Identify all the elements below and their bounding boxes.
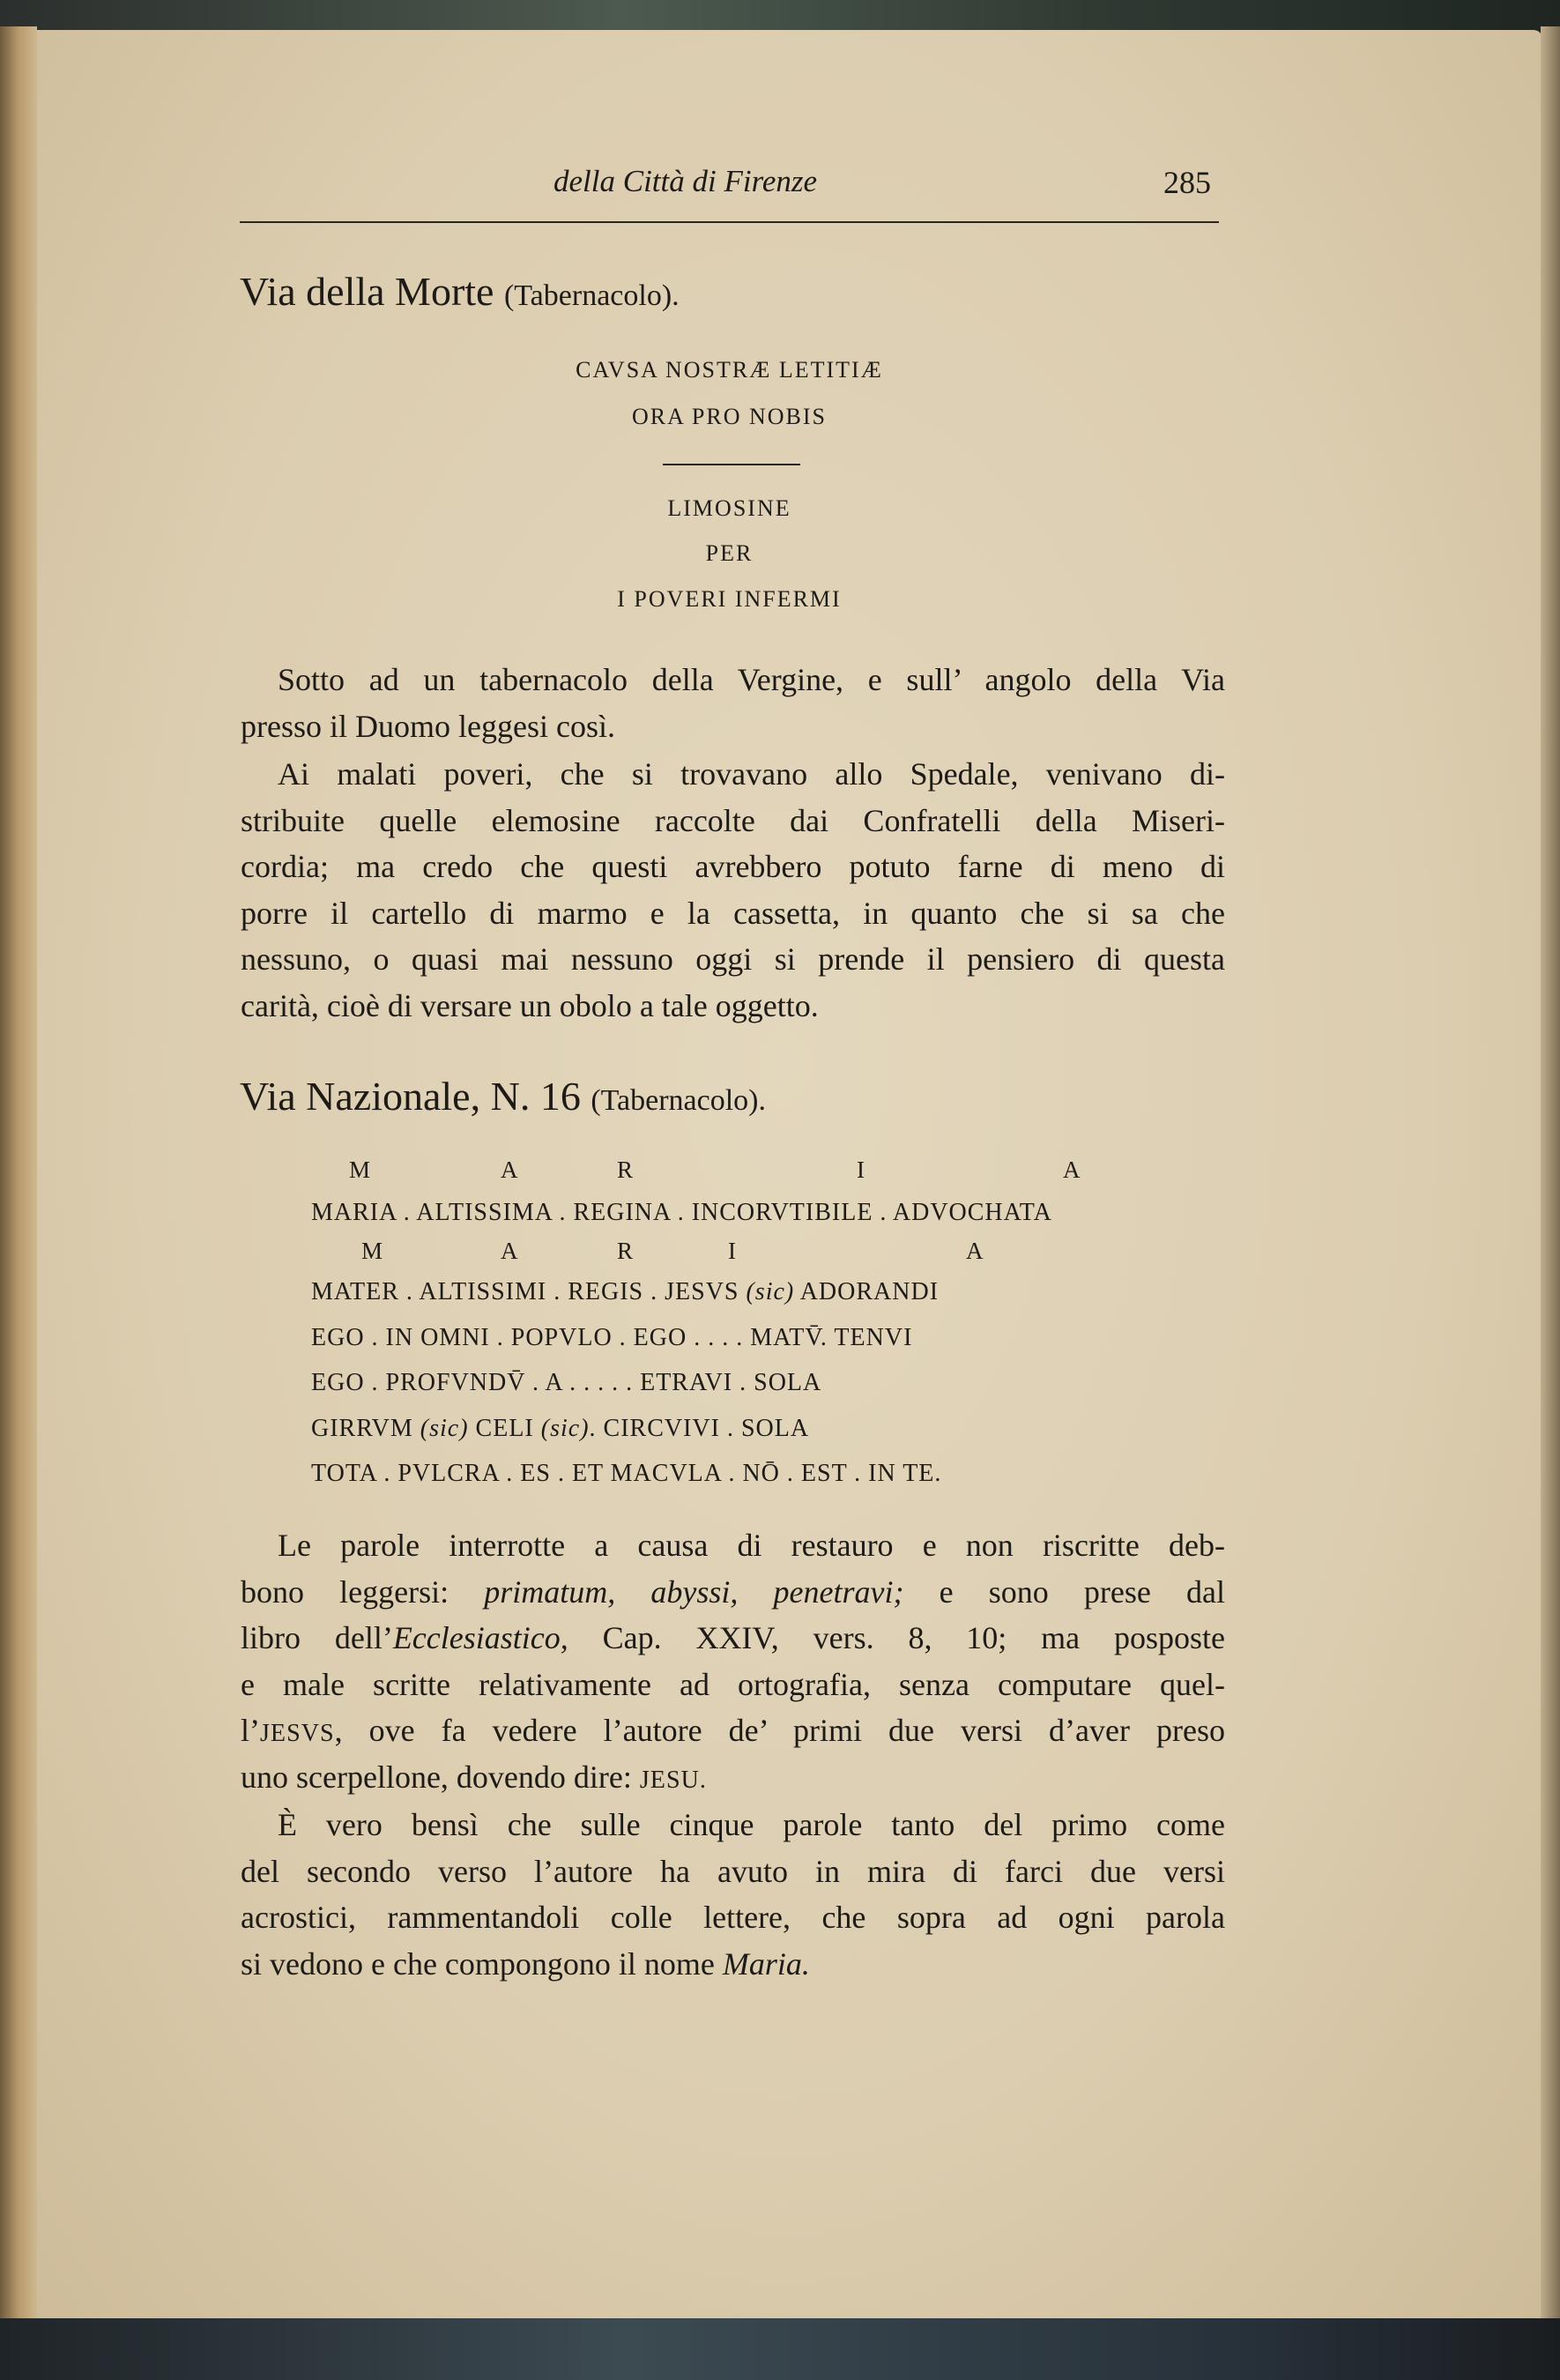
text-run: MATER . ALTISSIMI . REGIS . JESVS (311, 1278, 747, 1305)
header-rule (240, 221, 1219, 223)
acrostic-letter: A (966, 1238, 984, 1264)
section-title: Via della Morte (240, 269, 494, 314)
section-title: Via Nazionale, N. 16 (240, 1074, 581, 1119)
verse-line (311, 1415, 809, 1443)
text-line (241, 1619, 1225, 1656)
page-number: 285 (1163, 165, 1211, 200)
text-run: bono leggersi: (241, 1573, 485, 1610)
text-run: libro dell’ (241, 1620, 393, 1655)
italic-text: Maria. (722, 1945, 810, 1982)
inscription-divider (663, 464, 800, 465)
text-line: nessuno, o quasi mai nessuno oggi si prende il pensiero di questa (241, 941, 1225, 977)
text-run: EGO . PROFVNDV̄ . A . . . . . ETRAVI . SOLA (311, 1369, 822, 1396)
text-run: l’ (241, 1713, 260, 1748)
italic-text: primatum, abyssi, penetravi; (484, 1573, 904, 1610)
acrostic-letter: R (617, 1238, 634, 1264)
section-title-via-nazionale (240, 1073, 766, 1119)
scan-background-bottom (0, 2318, 1560, 2380)
acrostic-letter: I (728, 1238, 736, 1264)
text-line: carità, cioè di versare un obolo a tale oggetto. (241, 987, 819, 1023)
inscription-line: PER (705, 540, 754, 566)
text-run: del secondo verso l’autore ha avuto in mira di farci due versi (241, 1853, 1225, 1889)
text-run: , ove fa vedere l’autore de’ primi due versi d’aver preso (334, 1713, 1225, 1748)
page-right-edge (1541, 26, 1560, 2336)
verse-line (311, 1278, 939, 1306)
acrostic-letter: I (857, 1157, 865, 1183)
text-line (241, 1712, 1225, 1749)
text-line (241, 1945, 1225, 1982)
text-run: e male scritte relativamente ad ortografia, senza computare quel- (241, 1666, 1225, 1702)
running-title: della Città di Firenze (553, 164, 818, 198)
text-line: Ai malati poveri, che si trovavano allo Spedale, venivano di- (278, 756, 1225, 792)
text-run: acrostici, rammentandoli colle lettere, che sopra ad ogni parola (241, 1900, 1225, 1935)
text-run: GIRRVM (311, 1414, 420, 1442)
text-run: TOTA . PVLCRA . ES . ET MACVLA . NŌ . EST . IN TE. (311, 1460, 942, 1487)
text-run: si vedono e che compongono il nome (241, 1945, 723, 1982)
book-spine-edge (0, 26, 37, 2336)
italic-text: (sic) (540, 1414, 590, 1442)
text-run: e sono prese dal (903, 1573, 1225, 1610)
section-title-via-della-morte (240, 268, 680, 315)
inscription-line: I POVERI INFERMI (617, 586, 842, 612)
text-run: uno scerpellone, dovendo dire: (241, 1759, 640, 1795)
acrostic-letter: A (1063, 1157, 1081, 1183)
acrostic-letter: R (617, 1157, 634, 1183)
inscription-line: LIMOSINE (667, 495, 791, 521)
verse-line (311, 1460, 941, 1488)
verse-line (311, 1369, 821, 1397)
text-line: presso il Duomo leggesi così. (241, 708, 615, 744)
text-run: Cap. XXIV, vers. 8, 10; ma posposte (568, 1620, 1225, 1655)
small-caps-text: JESVS (260, 1720, 335, 1747)
text-run: Le parole interrotte a causa di restauro e non riscritte deb- (278, 1528, 1225, 1563)
section-title-note: (Tabernacolo). (503, 279, 680, 312)
inscription-line: CAVSA NOSTRÆ LETITIÆ (576, 357, 883, 383)
text-run: ADORANDI (794, 1278, 940, 1305)
text-line: Sotto ad un tabernacolo della Vergine, e sull’ angolo della Via (278, 662, 1225, 697)
text-line: cordia; ma credo che questi avrebbero potuto farne di meno di (241, 849, 1225, 884)
text-line (241, 1899, 1225, 1936)
text-line: stribuite quelle elemosine raccolte dai Confratelli della Miseri- (241, 802, 1225, 838)
acrostic-letter: M (361, 1238, 383, 1264)
text-line (241, 1666, 1225, 1703)
italic-text: (sic) (420, 1414, 469, 1442)
text-run: EGO . IN OMNI . POPVLO . EGO . . . . MATV̄. TENVI (311, 1323, 913, 1351)
text-line (241, 1759, 1225, 1796)
section-title-note: (Tabernacolo). (591, 1084, 766, 1117)
text-line (241, 1853, 1225, 1890)
acrostic-letter: M (349, 1157, 371, 1183)
text-run: È vero bensì che sulle cinque parole tanto del primo come (278, 1807, 1225, 1842)
italic-text: Ecclesiastico, (392, 1620, 568, 1655)
small-caps-text: JESU. (639, 1766, 707, 1794)
text-run: . CIRCVIVI . SOLA (589, 1414, 810, 1442)
acrostic-letter: A (501, 1157, 518, 1183)
inscription-line: ORA PRO NOBIS (631, 404, 828, 429)
text-line (278, 1527, 1225, 1564)
text-line: porre il cartello di marmo e la cassetta, in quanto che si sa che (241, 895, 1225, 931)
italic-text: (sic) (746, 1278, 795, 1305)
verse-line: MARIA . ALTISSIMA . REGINA . INCORVTIBILE . ADVOCHATA (311, 1199, 1052, 1226)
verse-line (311, 1324, 912, 1352)
text-line (278, 1806, 1225, 1843)
acrostic-letter: A (501, 1238, 518, 1264)
text-run: CELI (468, 1414, 541, 1442)
text-line (241, 1573, 1225, 1610)
